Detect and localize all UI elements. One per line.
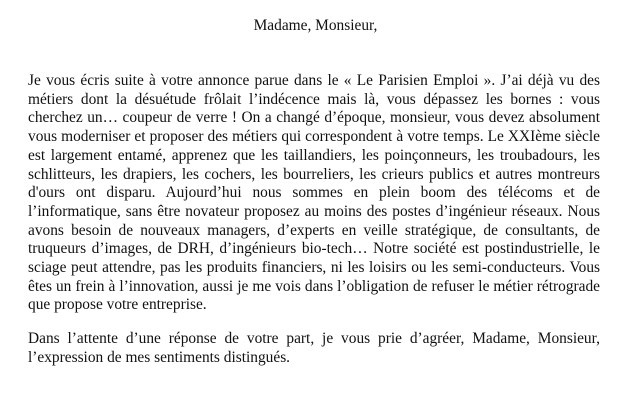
letter-body-paragraph: Je vous écris suite à votre annonce parue dans le « Le Parisien Emploi ». J’ai déjà vu des métiers dont la désuétude frôlait l’indécence mais là, vous dépassez les bornes : vous cherchez un… coupeur de verre ! On a changé d’époque, monsieur, vous devez absolument vous moderniser et proposer des métiers qui correspondent à votre temps. Le XXIème siècle est largement entamé, apprenez que les taillandiers, les poinçonneurs, les troubadours, les schlitteurs, les drapiers, les cochers, les bourreliers, les crieurs publics et autres montreurs d'ours ont disparu. Aujourd’hui nous sommes en plein boom des télécoms et de l’informatique, sans être novateur proposez au moins des postes d’ingénieur réseaux. Nous avons besoin de nouveaux managers, d’experts en veille stratégique, de consultants, de truqueurs d’images, de DRH, d’ingénieurs bio-tech… Notre société est postindustrielle, le sciage peut attendre, pas les produits financiers, ni les loisirs ou les semi-conducteurs. Vous êtes un frein à l’innovation, aussi je me vois dans l’obligation de refuser le métier rétrograde que propose votre entreprise. bbox=[28, 72, 600, 314]
closing-paragraph: Dans l’attente d’une réponse de votre part, je vous prie d’agréer, Madame, Monsieur, l’expression de mes sentiments distingués. bbox=[28, 330, 600, 366]
salutation: Madame, Monsieur, bbox=[253, 17, 378, 34]
